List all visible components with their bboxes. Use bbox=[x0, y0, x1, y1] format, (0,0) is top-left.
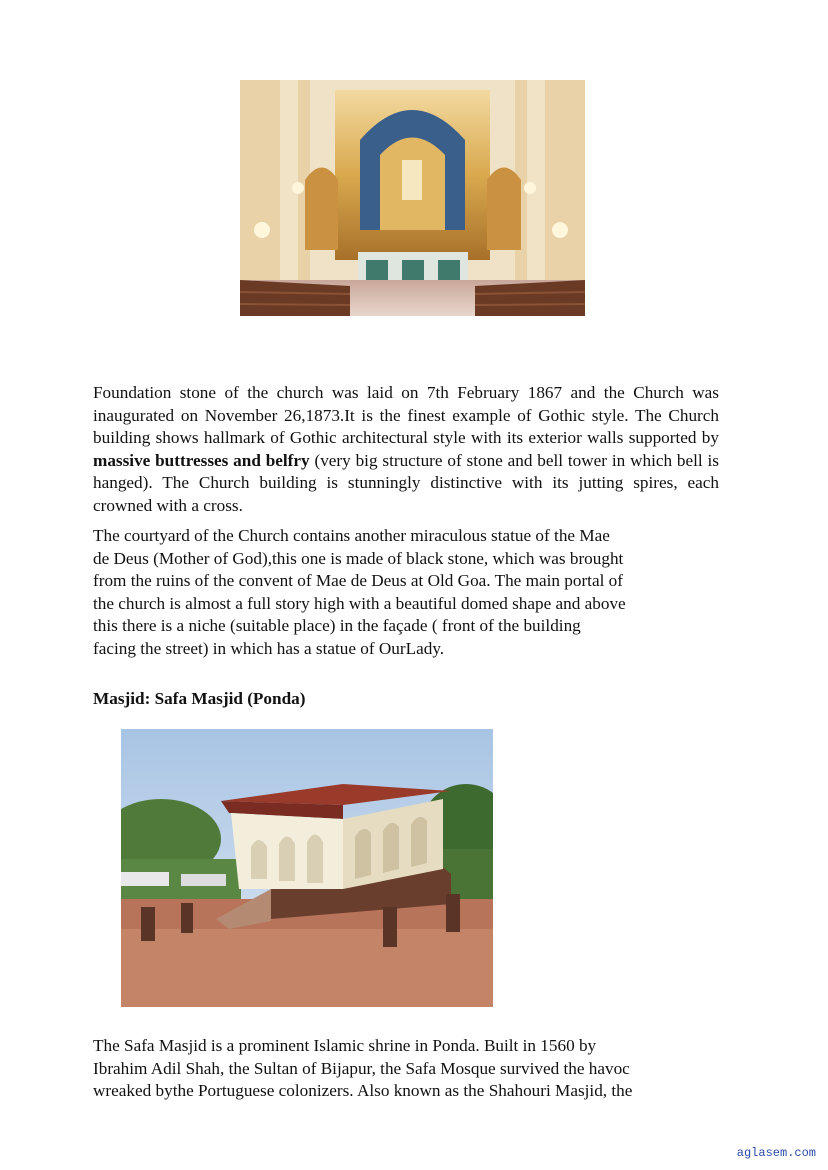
paragraph2-line: from the ruins of the convent of Mae de Deus at Old Goa. The main portal of bbox=[93, 571, 623, 590]
paragraph2-line: facing the street) in which has a statue of OurLady. bbox=[93, 638, 445, 658]
paragraph1-bold-text: massive buttresses and belfry bbox=[93, 450, 310, 470]
paragraph3-line: Ibrahim Adil Shah, the Sultan of Bijapur, the Safa Mosque survived the havoc bbox=[93, 1058, 630, 1078]
safa-masjid-paragraph bbox=[93, 1035, 719, 1103]
paragraph3-line: wreaked bythe Portuguese colonizers. Also known as the Shahouri Masjid, the bbox=[93, 1081, 633, 1100]
safa-masjid-photo bbox=[121, 729, 493, 1007]
footer-watermark: aglasem.com bbox=[736, 1146, 816, 1160]
paragraph2-line: this there is a niche (suitable place) in the façade ( front of the building bbox=[93, 616, 581, 635]
paragraph2-line: de Deus (Mother of God),this one is made of black stone, which was brought bbox=[93, 548, 624, 568]
church-altar-interior-image bbox=[240, 80, 585, 316]
paragraph1-text-start: Foundation stone of the church was laid on 7th February 1867 and the Church was inaugurated on November 26,1873.It is the finest example of Gothic style. The Church building shows hallmark of Gothic architectural style with its exterior walls supported by bbox=[93, 383, 719, 447]
paragraph2-line: the church is almost a full story high with a beautiful domed shape and above bbox=[93, 593, 626, 613]
church-courtyard-paragraph bbox=[93, 525, 703, 660]
section-heading: Masjid: Safa Masjid (Ponda) bbox=[93, 689, 306, 708]
paragraph3-line: The Safa Masjid is a prominent Islamic shrine in Ponda. Built in 1560 by bbox=[93, 1036, 597, 1055]
paragraph2-line: The courtyard of the Church contains another miraculous statue of the Mae bbox=[93, 526, 610, 545]
paragraph1-text-end: (very big structure of stone and bell tower in which bell is hanged). The Church building is stunningly distinctive with its jutting spires, each crowned with a cross. bbox=[93, 450, 719, 515]
church-foundation-paragraph bbox=[93, 382, 719, 517]
